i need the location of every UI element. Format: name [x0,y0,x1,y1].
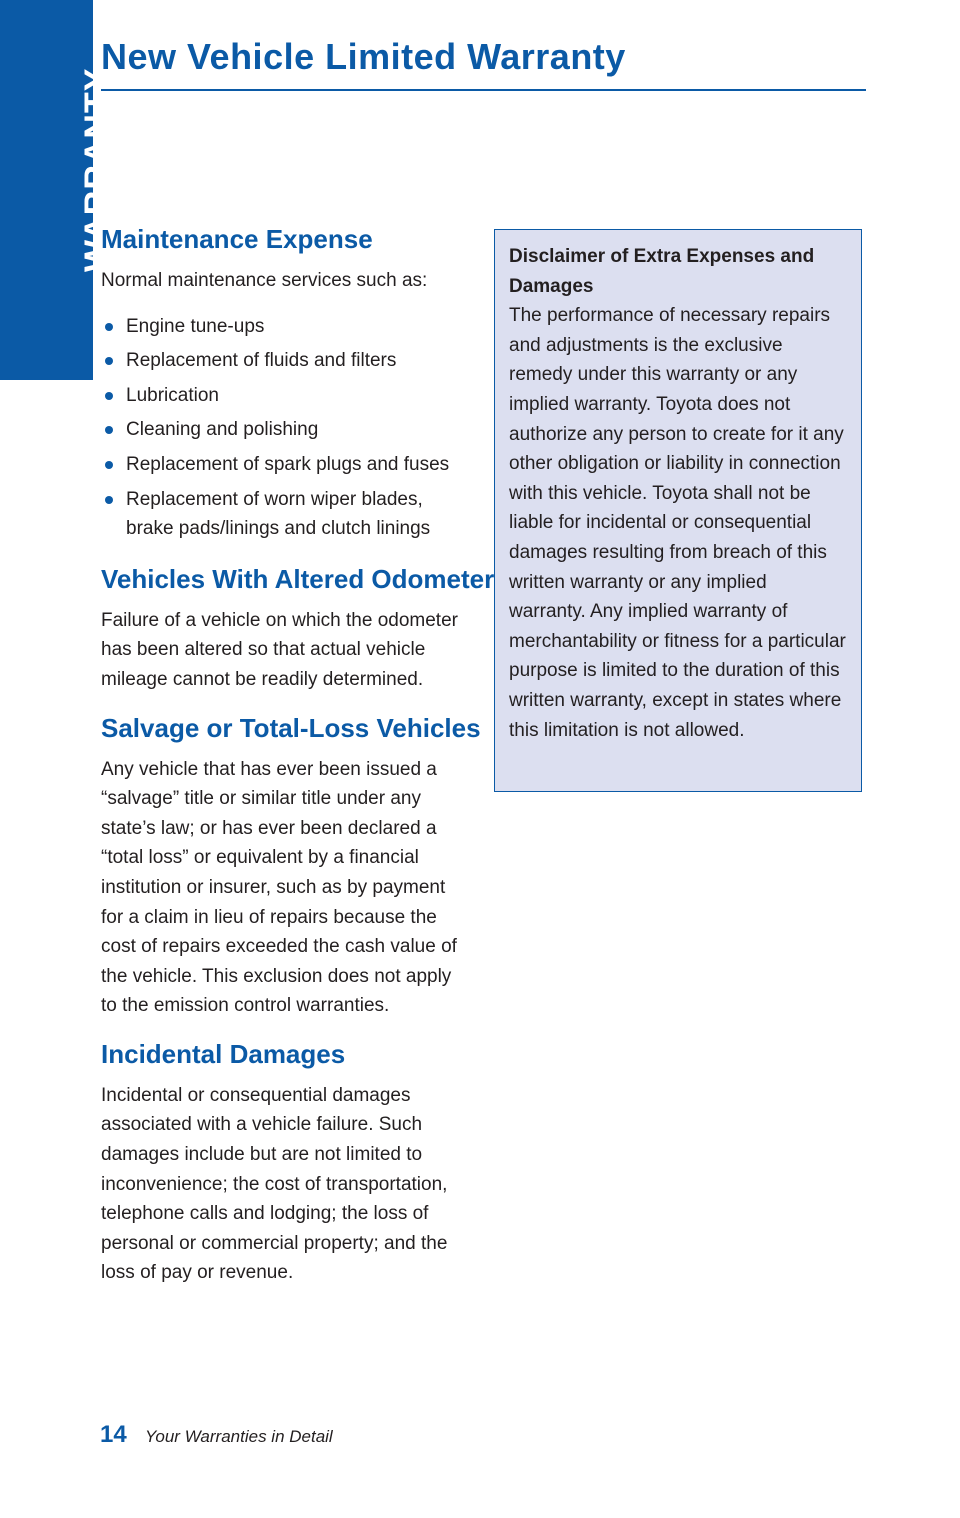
disclaimer-body: The performance of necessary repairs and adjustments is the exclusive remedy under this warranty or any implied warranty. Toyota does not authorize any person to create for it any other obligation or liability in connection with this vehicle. Toyota shall not be liable for incidental or consequential damages resulting from breach of this written warranty or any implied warranty. Any implied warranty of merchantability or fitness for a particular purpose is limited to the duration of this written warranty, except in states where this limitation is not allowed. [509,305,846,741]
disclaimer-title: Disclaimer of Extra Expenses and Damages [509,246,815,297]
page-title: New Vehicle Limited Warranty [101,36,626,77]
section-maintenance-expense [101,222,471,544]
section-body: Failure of a vehicle on which the odometer has been altered so that actual vehicle mileage cannot be readily determined. [101,609,458,690]
list-item [101,381,471,411]
list-item-text: Engine tune-ups [126,315,265,337]
list-item [101,312,471,342]
list-item [101,485,471,544]
bullet-icon [105,357,113,365]
list-item [101,346,471,376]
side-tab-label: WARRANTY [78,67,116,272]
section-heading: Vehicles With Altered Odometer [101,563,495,594]
page-number: 14 [100,1421,127,1448]
list-item-text: Cleaning and polishing [126,419,319,441]
list-item-text: Replacement of fluids and filters [126,350,397,372]
footer-caption: Your Warranties in Detail [145,1427,333,1446]
bullet-icon [105,392,113,400]
section-heading: Incidental Damages [101,1038,346,1069]
section-body: Any vehicle that has ever been issued a “salvage” title or similar title under any state’s law; or has ever been declared a “total loss” or equivalent by a financial institution or insurer, such as by payment for a claim in lieu of repairs because the cost of repairs exceeded the cash value of the vehicle. This exclusion does not apply to the emission control warranties. [101,758,457,1017]
list-item [101,450,471,480]
bullet-icon [105,323,113,331]
bullet-icon [105,496,113,504]
section-body: Incidental or consequential damages associated with a vehicle failure. Such damages include but are not limited to inconvenience; the cost of transportation, telephone calls and lodging; the loss of personal or commercial property; and the loss of pay or revenue. [101,1084,448,1284]
section-heading: Maintenance Expense [101,224,373,254]
list-item-text: Lubrication [126,384,219,406]
list-item-text: Replacement of spark plugs and fuses [126,453,450,475]
disclaimer-box [494,229,862,792]
list-item-text: Replacement of worn wiper blades, brake pads/linings and clutch linings [126,488,431,540]
section-salvage-total-loss [101,711,481,1021]
title-divider [101,89,866,91]
section-incidental-damages [101,1037,471,1288]
bullet-icon [105,461,113,469]
maintenance-list [101,312,471,544]
section-intro: Normal maintenance services such as: [101,270,428,291]
section-altered-odometer [101,562,495,695]
left-column [101,222,495,1304]
bullet-icon [105,426,113,434]
section-heading: Salvage or Total-Loss Vehicles [101,712,481,743]
list-item [101,415,471,445]
